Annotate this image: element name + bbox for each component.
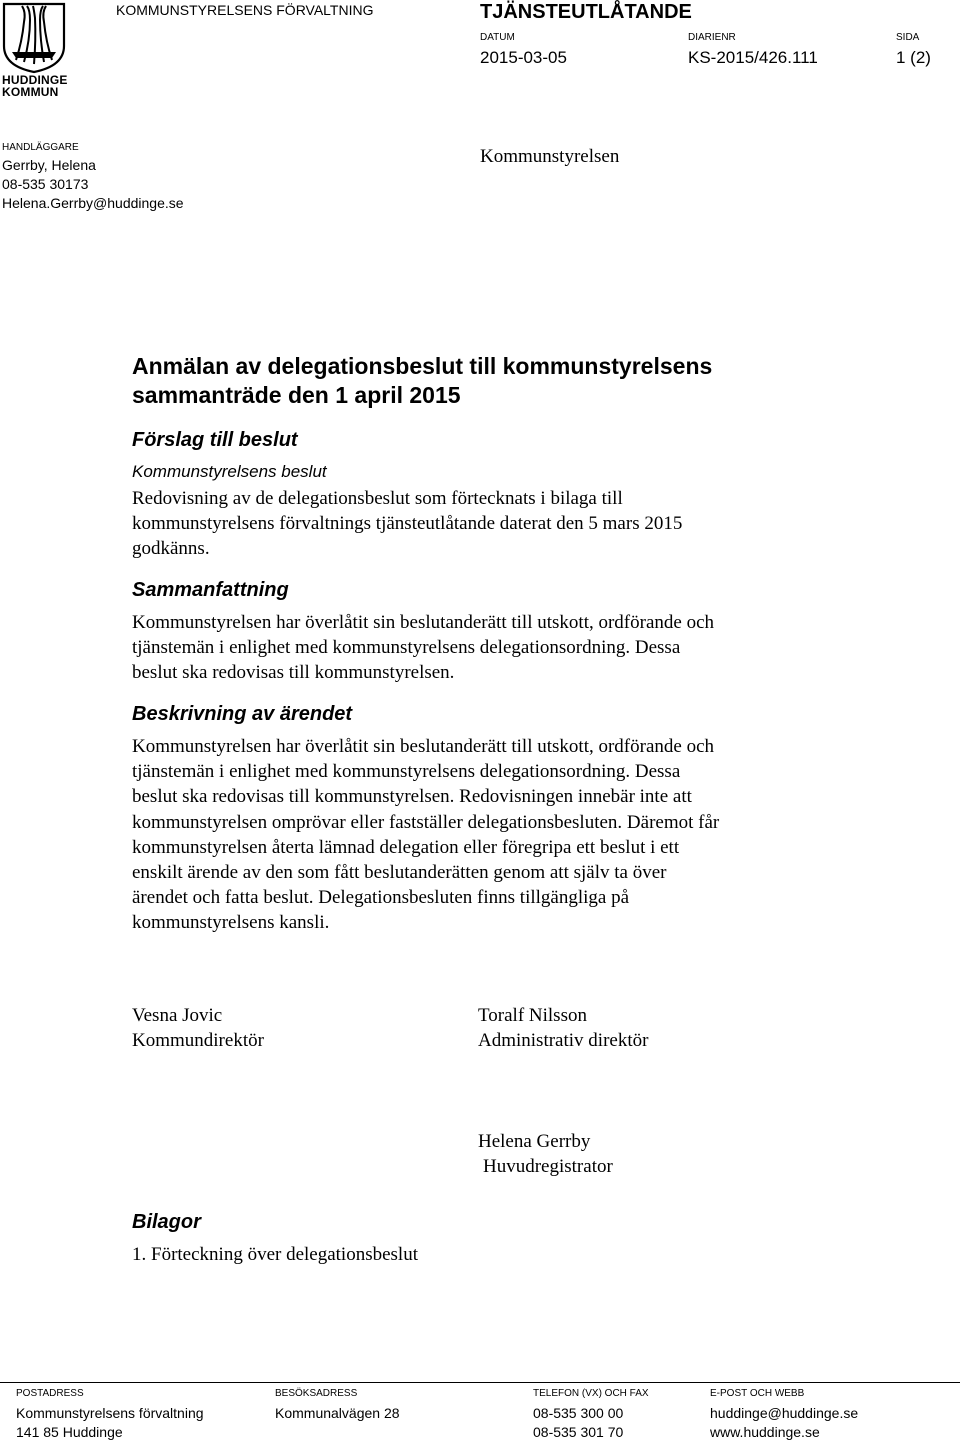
date-label: DATUM bbox=[480, 32, 515, 43]
proposal-heading: Förslag till beslut bbox=[132, 429, 298, 451]
footer-phone-label: TELEFON (VX) OCH FAX bbox=[533, 1388, 649, 1399]
signatory-name: Helena Gerrby bbox=[478, 1131, 591, 1152]
footer-visit-line1: Kommunalvägen 28 bbox=[275, 1405, 400, 1421]
footer-website[interactable]: www.huddinge.se bbox=[710, 1424, 820, 1440]
description-line: beslut ska redovisas till kommunstyrelsen. Redovisningen innebär inte att bbox=[132, 786, 692, 808]
diary-number-label: DIARIENR bbox=[688, 32, 736, 43]
description-line: enskilt ärende av den som fått beslutanderätten genom att själv ta över bbox=[132, 862, 667, 884]
proposal-line: Redovisning av de delegationsbeslut som förtecknats i bilaga till bbox=[132, 488, 623, 509]
description-line: kommunstyrelsen återta lämnad delegation eller föregripa ett beslut i ett bbox=[132, 836, 680, 858]
signatory-name: Toralf Nilsson bbox=[478, 1005, 587, 1026]
footer-email[interactable]: huddinge@huddinge.se bbox=[710, 1405, 859, 1421]
footer-visit-label: BESÖKSADRESS bbox=[275, 1388, 358, 1399]
title-line-2: sammanträde den 1 april 2015 bbox=[132, 382, 461, 408]
diary-number-value: KS-2015/426.111 bbox=[688, 48, 818, 67]
attachment-item: 1. Förteckning över delegationsbeslut bbox=[132, 1244, 418, 1265]
proposal-line: godkänns. bbox=[132, 538, 210, 560]
description-text bbox=[132, 734, 832, 936]
proposal-line: kommunstyrelsens förvaltnings tjänsteutlåtande daterat den 5 mars 2015 bbox=[132, 513, 683, 535]
description-line: ärendet och fatta beslut. Delegationsbesluten finns tillgängliga på bbox=[132, 887, 630, 909]
footer-web-label: E-POST OCH WEBB bbox=[710, 1388, 805, 1399]
proposal-subheading: Kommunstyrelsens beslut bbox=[132, 462, 327, 481]
document-type: TJÄNSTEUTLÅTANDE bbox=[480, 1, 692, 23]
footer-postal-line1: Kommunstyrelsens förvaltning bbox=[16, 1405, 204, 1421]
description-line: kommunstyrelsens kansli. bbox=[132, 912, 330, 934]
handler-name: Gerrby, Helena bbox=[2, 157, 96, 173]
summary-line: beslut ska redovisas till kommunstyrelsen. bbox=[132, 662, 455, 684]
page-label: SIDA bbox=[896, 32, 920, 43]
summary-line: Kommunstyrelsen har överlåtit sin beslutanderätt till utskott, ordförande och bbox=[132, 612, 715, 633]
description-line: kommunstyrelsen omprövar eller fastställer delegationsbesluten. Däremot får bbox=[132, 811, 720, 833]
description-line: Kommunstyrelsen har överlåtit sin beslutanderätt till utskott, ordförande och bbox=[132, 736, 715, 757]
footer-divider bbox=[0, 1382, 960, 1383]
footer-postal-label: POSTADRESS bbox=[16, 1388, 84, 1399]
footer-phone-line1: 08-535 300 00 bbox=[533, 1405, 624, 1421]
description-heading: Beskrivning av ärendet bbox=[132, 703, 353, 725]
coat-of-arms-icon bbox=[2, 2, 66, 74]
proposal-text bbox=[132, 486, 832, 562]
title-line-1: Anmälan av delegationsbeslut till kommunstyrelsens bbox=[132, 353, 713, 379]
recipient: Kommunstyrelsen bbox=[480, 146, 620, 167]
signature-block-3 bbox=[478, 1129, 613, 1179]
footer-postal-line2: 141 85 Huddinge bbox=[16, 1424, 123, 1440]
municipality-logo bbox=[2, 2, 66, 100]
page-value: 1 (2) bbox=[896, 48, 931, 67]
description-line: tjänstemän i enlighet med kommunstyrelsens delegationsordning. Dessa bbox=[132, 761, 681, 783]
summary-heading: Sammanfattning bbox=[132, 579, 289, 601]
date-value: 2015-03-05 bbox=[480, 48, 567, 67]
logo-text-line1: HUDDINGE bbox=[2, 73, 68, 87]
summary-text bbox=[132, 610, 832, 686]
document-title bbox=[132, 352, 892, 410]
summary-line: tjänstemän i enlighet med kommunstyrelsens delegationsordning. Dessa bbox=[132, 637, 681, 659]
signatory-title: Huvudregistrator bbox=[483, 1156, 613, 1177]
logo-text-line2: KOMMUN bbox=[2, 85, 59, 99]
attachments-heading: Bilagor bbox=[132, 1211, 201, 1233]
handler-email[interactable]: Helena.Gerrby@huddinge.se bbox=[2, 195, 184, 211]
organization-name: KOMMUNSTYRELSENS FÖRVALTNING bbox=[116, 2, 374, 18]
signature-block-2 bbox=[478, 1003, 648, 1053]
footer-phone-line2: 08-535 301 70 bbox=[533, 1424, 624, 1440]
signatory-title: Administrativ direktör bbox=[478, 1030, 649, 1051]
handler-label: HANDLÄGGARE bbox=[2, 142, 79, 153]
signatory-name: Vesna Jovic bbox=[132, 1005, 223, 1026]
signature-block-1 bbox=[132, 1003, 264, 1053]
handler-phone: 08-535 30173 bbox=[2, 176, 89, 192]
signatory-title: Kommundirektör bbox=[132, 1030, 264, 1051]
